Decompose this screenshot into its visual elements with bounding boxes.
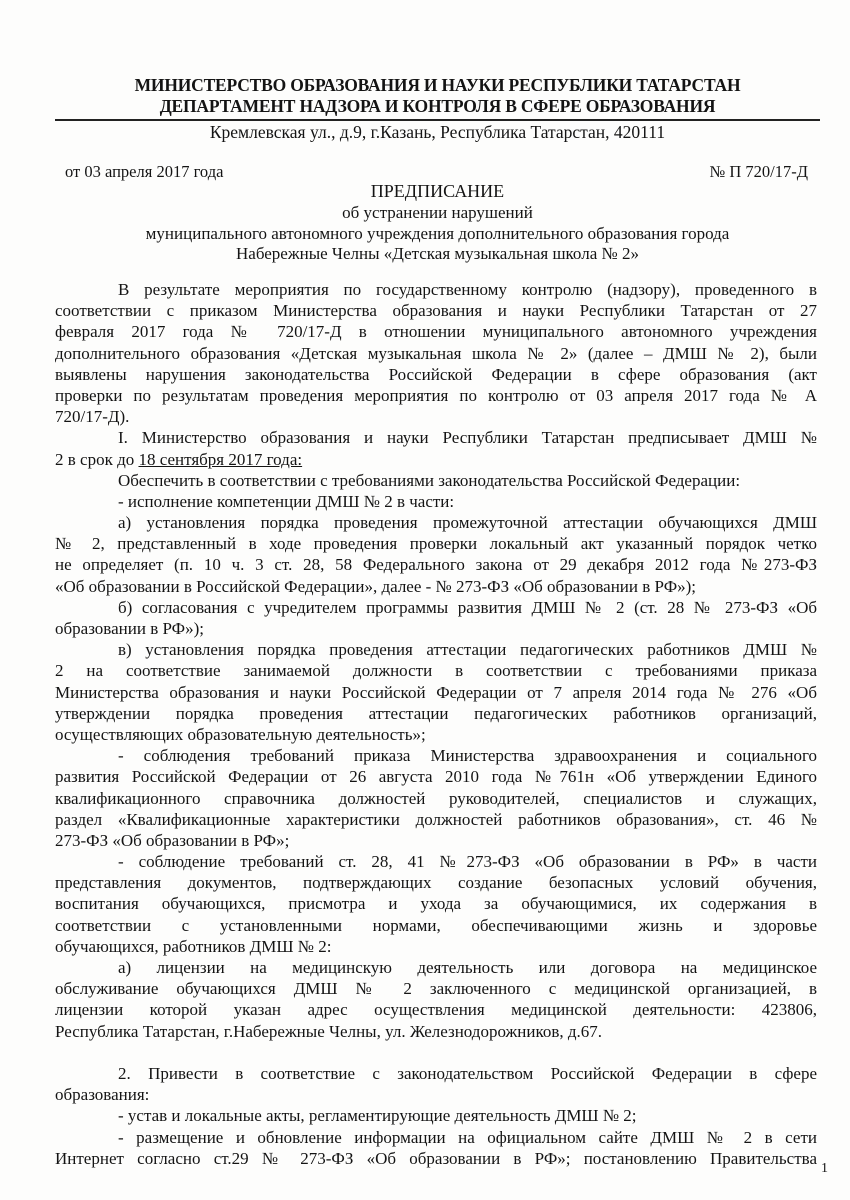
page-number: 1: [821, 1161, 828, 1176]
text-line: февраля 2017 года № 720/17-Д в отношении муниципального автономного учреждения: [55, 322, 817, 342]
text-line: [55, 449, 817, 470]
text-line: В результате мероприятия по государственному контролю (надзору), проведенного в: [118, 280, 817, 299]
document-subtitle: об устранении нарушений: [342, 203, 533, 222]
text-line: - соблюдение требований ст. 28, 41 №273-ФЗ «Об образовании в РФ» в части: [118, 852, 817, 872]
text-line: не определяет (п. 10 ч. 3 ст. 28, 58 Федерального закона от 29 декабря 2012 года №273-ФЗ: [55, 555, 817, 575]
text-line: 2 на соответствие занимаемой должности в соответствии с требованиями приказа: [55, 661, 817, 681]
text-line: раздел «Квалификационные характеристики должностей работников образования», ст. 46 №: [55, 809, 817, 829]
text-line: выявлены нарушения законодательства Российской Федерации в сфере образования (акт: [55, 364, 817, 384]
text-line: в) установления порядка проведения аттестации педагогических работников ДМШ №: [118, 640, 817, 660]
text-line: 720/17-Д).: [55, 407, 130, 427]
text-line: соответствии с приказом Министерства образования и науки Республики Татарстан от 27: [55, 301, 817, 321]
text-line: - соблюдения требований приказа Министерства здравоохранения и социального: [118, 746, 817, 766]
document-title: ПРЕДПИСАНИЕ: [370, 181, 505, 201]
text-line: «Об образовании в Российской Федерации», далее - № 273-ФЗ «Об образовании в РФ»);: [55, 576, 697, 596]
text-line: б) согласования с учредителем программы развития ДМШ № 2 (ст. 28 № 273-ФЗ «Об: [118, 597, 817, 617]
document-date: от 03 апреля 2017 года: [65, 162, 224, 181]
text-line: I. Министерство образования и науки Республики Татарстан предписывает ДМШ №: [118, 428, 817, 448]
text-line: 273-ФЗ «Об образовании в РФ»;: [55, 830, 290, 850]
paragraph-gap: [55, 1042, 817, 1063]
text-line: Министерства образования и науки Российской Федерации от 7 апреля 2014 года № 276 «Об: [55, 682, 817, 702]
text-line: № 2, представленный в ходе проведения проверки локальный акт указанный порядок четко: [55, 534, 817, 554]
text-line: Республика Татарстан, г.Набережные Челны, ул. Железнодорожников, д.67.: [55, 1021, 603, 1041]
text-line: проверки по результатам проведения мероприятия по контролю от 03 апреля 2017 года № А: [55, 385, 817, 405]
text-line: а) установления порядка проведения промежуточной аттестации обучающихся ДМШ: [118, 513, 817, 533]
text-line: - размещение и обновление информации на официальном сайте ДМШ № 2 в сети: [118, 1127, 817, 1147]
text-line: представления документов, подтверждающих создание безопасных условий обучения,: [55, 873, 817, 893]
paragraph: [55, 851, 817, 957]
text-line: утверждении порядка проведения аттестации педагогических работников организаций,: [55, 703, 817, 723]
document-number: № П 720/17-Д: [709, 162, 808, 181]
department-name: ДЕПАРТАМЕНТ НАДЗОРА И КОНТРОЛЯ В СФЕРЕ ОБРАЗОВАНИЯ: [159, 96, 716, 116]
ministry-name: МИНИСТЕРСТВО ОБРАЗОВАНИЯ И НАУКИ РЕСПУБЛИКИ ТАТАРСТАН: [134, 75, 741, 95]
text-line: образовании в РФ»);: [55, 619, 204, 638]
paragraph: [55, 1063, 817, 1105]
text-line: - исполнение компетенции ДМШ № 2 в части:: [118, 491, 455, 511]
text-line: а) лицензии на медицинскую деятельность или договора на медицинское: [118, 958, 817, 977]
paragraph: [55, 597, 817, 639]
text-line: обучающихся, работников ДМШ № 2:: [55, 936, 332, 956]
paragraph: [55, 512, 817, 597]
paragraph: [55, 957, 817, 1042]
text-line: обслуживание обучающихся ДМШ № 2 заключенного с медицинской организацией, в: [55, 979, 817, 999]
paragraph: [55, 639, 817, 745]
paragraph: [55, 279, 817, 427]
text-line: соответствии с установленными нормами, обеспечивающими жизнь и здоровье: [55, 915, 817, 935]
text-line: воспитания обучающихся, присмотра и ухода за обучающимися, их содержания в: [55, 894, 817, 914]
text-line: квалификационного справочника должностей руководителей, специалистов и служащих,: [55, 788, 817, 808]
text-line: - устав и локальные акты, регламентирующие деятельность ДМШ № 2;: [118, 1106, 637, 1126]
text-line: Обеспечить в соответствии с требованиями законодательства Российской Федерации:: [118, 470, 741, 490]
address: Кремлевская ул., д.9, г.Казань, Республика Татарстан, 420111: [209, 122, 666, 142]
document-body: [55, 279, 817, 1169]
paragraph: [55, 1105, 817, 1126]
document-subtitle-line: Набережные Челны «Детская музыкальная школа № 2»: [236, 244, 639, 263]
text-line: Интернет согласно ст.29 № 273-ФЗ «Об образовании в РФ»; постановлению Правительства: [55, 1148, 817, 1168]
text-segment: 2 в срок до: [55, 449, 139, 469]
paragraph: [55, 491, 817, 512]
paragraph: [55, 745, 817, 851]
header-divider: [55, 119, 820, 121]
document-subtitle-line: муниципального автономного учреждения дополнительного образования города: [145, 224, 730, 243]
paragraph: [55, 427, 817, 469]
text-line: 2. Привести в соответствие с законодательством Российской Федерации в сфере: [118, 1063, 817, 1083]
text-line: осуществляющих образовательную деятельность»;: [55, 724, 426, 744]
deadline-date: 18 сентября 2017 года:: [138, 449, 303, 469]
text-line: лицензии которой указан адрес осуществления медицинской деятельности: 423806,: [55, 1000, 817, 1020]
text-line: дополнительного образования «Детская музыкальная школа № 2» (далее – ДМШ № 2), были: [55, 343, 817, 363]
text-line: образования:: [55, 1085, 150, 1105]
paragraph: [55, 1127, 817, 1169]
paragraph: [55, 470, 817, 491]
text-line: развития Российской Федерации от 26 августа 2010 года №761н «Об утверждении Единого: [55, 767, 817, 787]
